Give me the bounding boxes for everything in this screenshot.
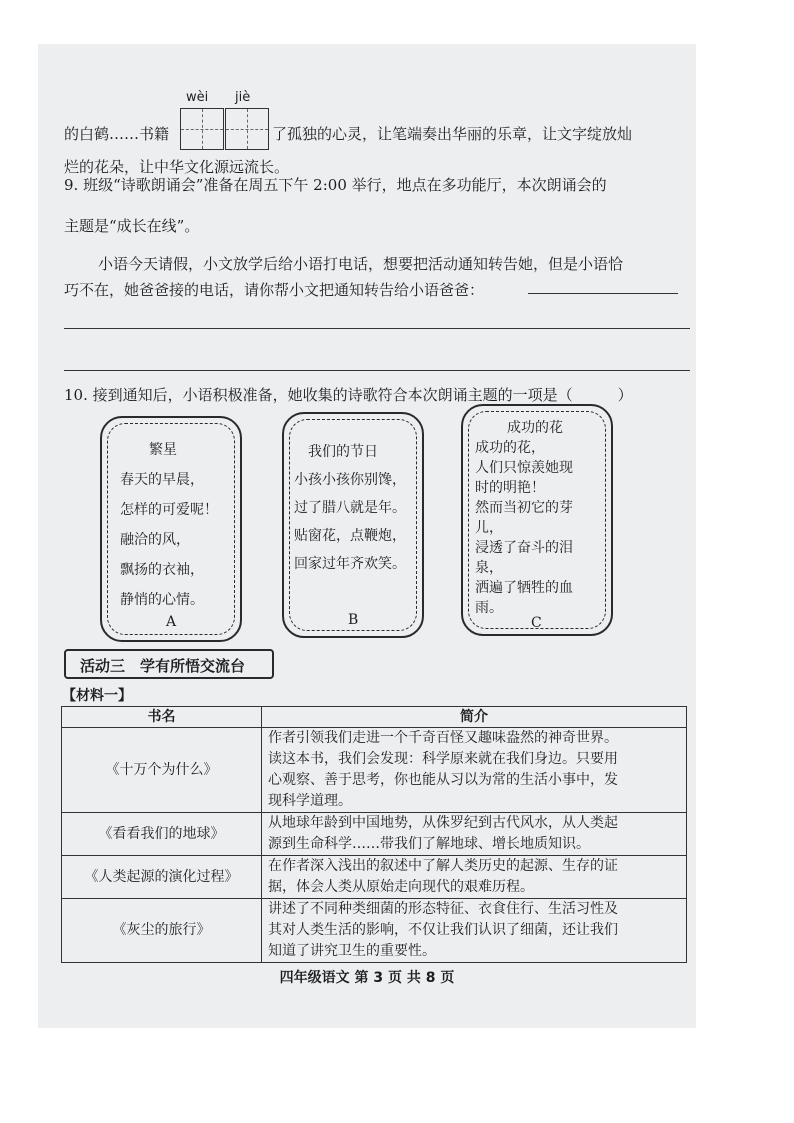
table-row: [62, 899, 687, 963]
table-row: [62, 728, 687, 813]
poem-card-a[interactable]: [100, 416, 242, 642]
poem-c-line: 时的明艳！: [475, 480, 545, 496]
poem-card-c[interactable]: [461, 404, 613, 636]
intro-line: 据，体会人类从原始走向现代的艰难历程。: [268, 879, 534, 895]
book-intro: [262, 856, 687, 899]
poem-a-line: 怎样的可爱呢！: [120, 502, 218, 518]
book-intro: [262, 899, 687, 963]
intro-line: 作者引领我们走进一个千奇百怪又趣味盎然的神奇世界。: [268, 730, 618, 746]
page-footer: 四年级语文 第 3 页 共 8 页: [279, 970, 455, 986]
intro-line: 源到生命科学……带我们了解地球、增长地质知识。: [268, 836, 590, 852]
tianzige-box-1[interactable]: [180, 108, 224, 150]
poem-c-line: 儿，: [475, 520, 503, 536]
poem-a-line: 春天的早晨，: [120, 472, 204, 488]
poem-card-b[interactable]: [282, 412, 424, 638]
poem-c-title: 成功的花: [507, 420, 563, 436]
poem-c-line: 泉，: [475, 560, 503, 576]
q10-stem: 10. 接到通知后，小语积极准备，她收集的诗歌符合本次朗诵主题的一项是（ ）: [64, 386, 633, 404]
poem-c-line: 浸透了奋斗的泪: [475, 540, 573, 556]
intro-line: 讲述了不同种类细菌的形态特征、衣食住行、生活习性及: [268, 901, 618, 917]
q9-line3: 小语今天请假，小文放学后给小语打电话，想要把活动通知转告她，但是小语恰: [98, 255, 624, 273]
q8-line1-after: 了孤独的心灵，让笔端奏出华丽的乐章，让文字绽放灿: [272, 125, 633, 143]
intro-line: 心观察、善于思考，你也能从习以为常的生活小事中，发: [268, 772, 618, 788]
book-name: 《十万个为什么》: [62, 728, 262, 813]
poem-c-line: 人们只惊羡她现: [475, 460, 573, 476]
table-row: [62, 856, 687, 899]
book-table: [61, 706, 687, 963]
answer-line-2[interactable]: [64, 328, 690, 329]
pinyin-wei: wèi: [186, 90, 209, 105]
book-intro: [262, 728, 687, 813]
intro-line: 知道了讲究卫生的重要性。: [268, 943, 436, 959]
tianzige-box-2[interactable]: [225, 108, 269, 150]
answer-line-3[interactable]: [64, 370, 690, 371]
poem-a-title: 繁星: [149, 442, 177, 458]
poem-b-line: 过了腊八就是年。: [294, 500, 406, 516]
column-header-intro: 简介: [262, 707, 687, 728]
material1-label: 【材料一】: [62, 688, 132, 704]
poem-b-title: 我们的节日: [308, 444, 378, 460]
poem-a-line: 静悄的心情。: [120, 592, 204, 608]
book-name: 《灰尘的旅行》: [62, 899, 262, 963]
poem-b-line: 贴窗花，点鞭炮，: [294, 528, 406, 544]
poem-b-letter: B: [348, 612, 359, 628]
poem-b-line: 小孩小孩你别馋，: [294, 472, 406, 488]
intro-line: 读这本书，我们会发现：科学原来就在我们身边。只要用: [268, 751, 618, 767]
poem-c-line: 成功的花，: [475, 440, 545, 456]
table-header-row: [62, 707, 687, 728]
table-row: [62, 813, 687, 856]
poem-b-line: 回家过年齐欢笑。: [294, 556, 406, 572]
poem-a-line: 融洽的风，: [120, 532, 190, 548]
q8-line1-before: 的白鹤……书籍: [64, 125, 170, 143]
pinyin-jie: jiè: [235, 90, 251, 105]
column-header-book-name: 书名: [62, 707, 262, 728]
poem-c-line: 洒遍了牺牲的血: [475, 580, 573, 596]
book-name: 《人类起源的演化过程》: [62, 856, 262, 899]
poem-c-line: 雨。: [475, 600, 503, 616]
book-intro: [262, 813, 687, 856]
q9-line2: 主题是“成长在线”。: [64, 217, 200, 235]
intro-line: 在作者深入浅出的叙述中了解人类历史的起源、生存的证: [268, 858, 618, 874]
exam-page: [38, 44, 696, 1028]
poem-a-letter: A: [166, 614, 177, 630]
poem-a-line: 飘扬的衣袖，: [120, 562, 204, 578]
intro-line: 其对人类生活的影响，不仅让我们认识了细菌，还让我们: [268, 922, 618, 938]
book-name: 《看看我们的地球》: [62, 813, 262, 856]
poem-c-letter: C: [531, 615, 542, 631]
intro-line: 从地球年龄到中国地势，从侏罗纪到古代风水，从人类起: [268, 815, 618, 831]
activity3-header: 活动三 学有所悟交流台: [64, 649, 274, 679]
q9-line1: 9. 班级“诗歌朗诵会”准备在周五下午 2:00 举行，地点在多功能厅，本次朗诵会的: [64, 176, 607, 194]
poem-c-line: 然而当初它的芽: [475, 500, 573, 516]
intro-line: 现科学道理。: [268, 793, 352, 809]
q8-line2: 烂的花朵，让中华文化源远流长。: [64, 158, 290, 176]
q9-line4: 巧不在，她爸爸接的电话，请你帮小文把通知转告给小语爸爸：: [64, 281, 485, 299]
answer-line-1[interactable]: [528, 293, 678, 294]
